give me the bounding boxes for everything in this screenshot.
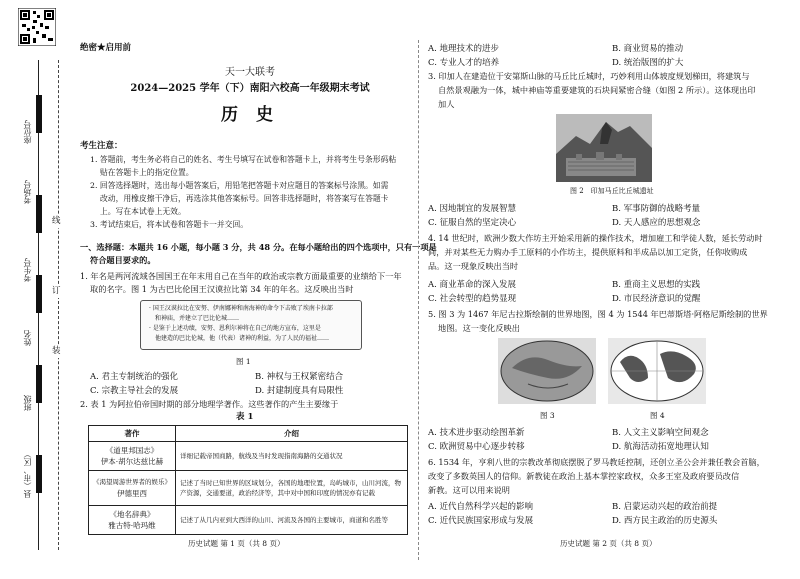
scroll-text: 他建造的巴比伦城，他（代表）诸神的利益，为了人民的福祉…… [155, 335, 330, 342]
q5-option-b: B. 人文主义影响空间观念 [612, 428, 709, 438]
work-title: 《渴望周游世界者的娱乐》 [93, 478, 171, 486]
table-row [89, 442, 408, 471]
binding-mark-bind: 装 [52, 346, 61, 356]
work-desc: 详细记载帝国商路，航线及当时发现指南海路的交通状况 [176, 442, 408, 471]
name-label: 姓名 [23, 330, 32, 346]
work-author: 雅古特·哈玛维 [108, 521, 156, 530]
note-line: 3. 考试结束后，将本试卷和答题卡一并交回。 [90, 220, 249, 229]
q3-option-d: D. 天人感应的思想观念 [612, 218, 701, 228]
county-label: 县（市、区） [23, 450, 32, 498]
notes-title: 考生注意： [80, 141, 123, 151]
q3-option-b: B. 军事防御的战略考量 [612, 204, 701, 214]
page-footer-right: 历史试题 第 2 页（共 8 页） [560, 539, 657, 548]
q4-stem-cont: 品。这一现象反映出当时 [428, 261, 519, 271]
section-heading: 一、选择题：本题共 16 小题，每小题 3 分，共 48 分。在每小题给出的四个选项中，只有一项是 [80, 242, 437, 252]
q2-option-a: A. 地理技术的进步 [428, 44, 500, 54]
figure-3-map [498, 338, 596, 404]
q2-stem: 2. 表 1 为阿拉伯帝国时期的部分地理学著作。这些著作的产生主要缘于 [80, 399, 339, 409]
q4-option-c: C. 社会转型的趋势显现 [428, 294, 517, 304]
figure-4-caption: 图 4 [650, 411, 665, 420]
org-title: 天一大联考 [225, 67, 275, 78]
note-line: 2. 回答选择题时，选出每小题答案后，用铅笔把答题卡对应题目的答案标号涂黑。如需 [90, 181, 389, 190]
page-footer-left: 历史试题 第 1 页（共 8 页） [188, 539, 285, 548]
q5-option-c: C. 欧洲贸易中心逐步转移 [428, 442, 525, 452]
exam-title: 2024—2025 学年（下）南阳六校高一年级期末考试 [130, 83, 370, 94]
q5-option-d: D. 航海活动拓宽地理认知 [612, 442, 709, 452]
q6-option-b: B. 启蒙运动兴起的政治前提 [612, 502, 718, 512]
binding-strip [0, 0, 66, 579]
q4-option-d: D. 市民经济意识的觉醒 [612, 294, 701, 304]
table-row [89, 471, 408, 506]
note-line: 上。写在本试卷上无效。 [100, 207, 186, 216]
work-title: 《地名辞典》 [109, 510, 155, 519]
q1-option-c: C. 宗教主导社会的发展 [90, 386, 179, 396]
q1-option-b: B. 神权与王权紧密结合 [255, 372, 344, 382]
figure-4-map [608, 338, 706, 404]
q3-stem: 3. 印加人在建造位于安第斯山脉的马丘比丘城时，巧妙利用山体坡度规划梯田，将建筑与 [428, 71, 750, 81]
q6-option-c: C. 近代民族国家形成与发展 [428, 516, 534, 526]
note-line: 改动，用橡皮擦干净后，再选涂其他答案标号。回答非选择题时，将答案写在答题卡 [100, 194, 389, 203]
q2-option-d: D. 统治版图的扩大 [612, 58, 684, 68]
table-row [89, 506, 408, 535]
seat-number-label: 座位号 [23, 120, 32, 144]
q4-option-b: B. 重商主义思想的实践 [612, 280, 701, 290]
q1-option-a: A. 君主专制统治的强化 [90, 372, 179, 382]
q2-option-c: C. 专业人才的培养 [428, 58, 500, 68]
q6-option-d: D. 西方民主政治的历史源头 [612, 516, 718, 526]
q6-option-a: A. 近代自然科学兴起的影响 [428, 502, 534, 512]
q1-stem: 1. 年名是两河流域各国国王在年末用自己在当年的政治或宗教方面最重要的业绩给下一年 [80, 271, 402, 281]
table-header-row [89, 426, 408, 442]
figure-1-caption: 图 1 [236, 357, 251, 366]
section-heading-cont: 符合题目要求的。 [90, 255, 156, 265]
figure-3-caption: 图 3 [540, 411, 555, 420]
qr-code-icon [18, 8, 56, 46]
q6-stem: 6. 1534 年，亨利八世的宗教改革彻底摆脱了罗马教廷控制，还创立圣公会并兼任教会首脑， [428, 457, 765, 467]
q6-stem-cont: 新教。这可以用来说明 [428, 485, 510, 495]
scroll-text: · 国王汉谟拉比在安努、伊南娜神和南海神的命令下击败了埃南卡拉部 [149, 305, 333, 312]
binding-mark-order: 订 [52, 286, 61, 296]
note-line: 贴在答题卡上的指定位置。 [100, 168, 194, 177]
q4-option-a: A. 商业革命的深入发展 [428, 280, 517, 290]
table-header: 介绍 [176, 426, 408, 442]
q1-stem-cont: 取的名字。图 1 为古巴比伦国王汉谟拉比第 34 年的年名。这反映出当时 [90, 284, 354, 294]
scroll-text: 和神庙，并建立了巴比伦城…… [155, 315, 240, 322]
q5-stem-cont: 地图。这一变化反映出 [438, 323, 520, 333]
q4-stem: 4. 14 世纪时，欧洲少数大作坊主开始采用新的操作技术，增加雇工和学徒人数，延长劳动时 [428, 233, 763, 243]
scroll-text: · 是鉴于上述功绩，安努、恩利尔神将在自己的地方宣布，这里是 [149, 325, 321, 332]
work-title: 《道里邦国志》 [105, 446, 159, 455]
table-1-caption: 表 1 [236, 412, 254, 422]
note-line: 1. 答题前，考生务必将自己的姓名、考生号填写在试卷和答题卡上，并将考生号条形码粘 [90, 155, 397, 164]
subject-title: 历 史 [221, 105, 279, 125]
q5-stem: 5. 图 3 为 1467 年尼古拉斯绘制的世界地图，图 4 为 1544 年巴蒂斯塔·阿格尼斯绘制的世界 [428, 309, 768, 319]
q3-option-c: C. 征服自然的坚定决心 [428, 218, 517, 228]
q3-stem-cont: 自然景观融为一体，城中神庙等重要建筑的石块间紧密合缝（如图 2 所示）。这体现出印 [438, 85, 756, 95]
table-header: 著作 [89, 426, 176, 442]
student-number-label: 考生号 [23, 258, 32, 282]
q4-stem-cont: 间，并对某些无力购办手工原料的小作坊主，提供原料和半成品以加工定货，任你收购成 [428, 247, 748, 257]
work-author: 伊德里西 [117, 489, 147, 498]
exam-room-label: 考场号 [23, 180, 32, 204]
q1-option-d: D. 封建制度具有局限性 [255, 386, 344, 396]
q5-option-a: A. 技术进步驱动绘图革新 [428, 428, 525, 438]
figure-1-scroll [140, 300, 362, 350]
machu-picchu-photo [556, 114, 652, 182]
figure-2-caption: 图 2 印加马丘比丘城遗址 [570, 187, 654, 195]
work-author: 伊本·胡尔达兹比赫 [100, 457, 164, 466]
secret-label: 绝密★启用前 [80, 43, 132, 53]
q3-option-a: A. 因地制宜的发展智慧 [428, 204, 517, 214]
work-desc: 记述了从几内亚到大西洋的山川、河流及各国的主要城市，商道和名胜等 [176, 506, 408, 535]
class-label: 班级 [23, 395, 32, 411]
table-1 [88, 425, 408, 535]
q3-stem-cont: 加人 [438, 99, 455, 109]
q6-stem-cont: 改变了多数英国人的信仰。新教徒在政治上基本掌控家政权，众多王室及政府要员改信 [428, 471, 740, 481]
work-desc: 记述了当时已知世界的区域划分，各国的地理位置，岛屿城市，山川河流，物产资源，交通要道，政治经济等，其中对中国和印度的情况亦有记载 [176, 471, 408, 506]
q2-option-b: B. 商业贸易的推动 [612, 44, 684, 54]
binding-mark-line: 线 [52, 216, 61, 226]
